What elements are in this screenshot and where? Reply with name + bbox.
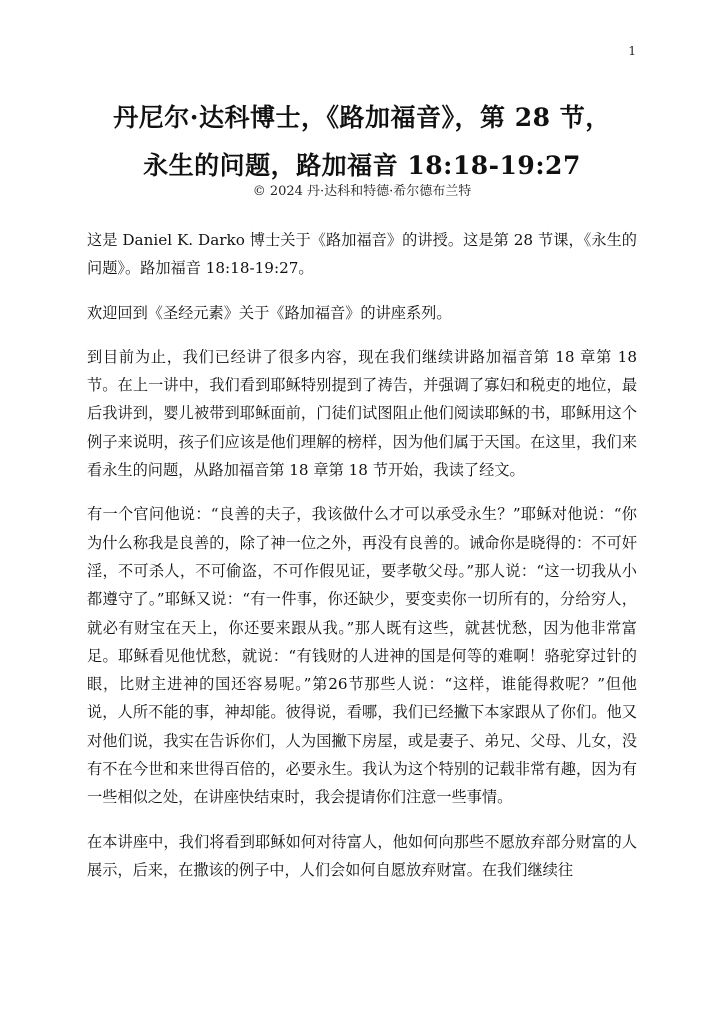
title-line-2: 永生的问题，路加福音 18:18-19:27 — [143, 151, 581, 180]
document-body — [87, 226, 637, 900]
paragraph-welcome: 欢迎回到《圣经元素》关于《路加福音》的讲座系列。 — [87, 303, 452, 322]
copyright-notice: © 2024 丹·达科和特德·希尔德布兰特 — [252, 184, 472, 199]
page-number: 1 — [628, 44, 636, 58]
paragraph-lecture-overview: 在本讲座中，我们将看到耶稣如何对待富人，他如何向那些不愿放弃部分财富的人展示，后来，在撒该的例子中，人们会如何自愿放弃财富。在我们继续往 — [87, 832, 637, 879]
paragraph-scripture: 有一个官问他说：“良善的夫子，我该做什么才可以承受永生？”耶稣对他说：“你为什么称我是良善的，除了神一位之外，再没有良善的。诫命你是晓得的：不可奸淫，不可杀人，不可偷盗，不可作假见证，要孝敬父母。”那人说：“这一切我从小都遵守了。”耶稣又说：“有一件事，你还缺少，要变卖你一切所有的，分给穷人，就必有财宝在天上，你还要来跟从我。”那人既有这些，就甚忧愁，因为他非常富足。耶稣看见他忧愁，就说：“有钱财的人进神的国是何等的难啊！骆驼穿过针的眼，比财主进神的国还容易呢。”第26节那些人说：“这样，谁能得救呢？”但他说，人所不能的事，神却能。彼得说，看哪，我们已经撇下本家跟从了你们。他又对他们说，我实在告诉你们，人为国撇下房屋，或是妻子、弟兄、父母、儿女，没有不在今世和来世得百倍的，必要永生。我认为这个特别的记载非常有趣，因为有一些相似之处，在讲座快结束时，我会提请你们注意一些事情。 — [87, 505, 637, 807]
title-line-1: 丹尼尔·达科博士，《路加福音》，第 28 节， — [113, 103, 611, 132]
document-title — [60, 94, 664, 190]
paragraph-recap: 到目前为止，我们已经讲了很多内容，现在我们继续讲路加福音第 18 章第 18 节。在上一讲中，我们看到耶稣特别提到了祷告，并强调了寡妇和税吏的地位，最后我讲到，婴儿被带到耶稣面前，门徒们试图阻止他们阅读耶稣的书，耶稣用这个例子来说明，孩子们应该是他们理解的榜样，因为他们属于天国。在这里，我们来看永生的问题，从路加福音第 18 章第 18 节开始，我读了经文。 — [87, 347, 637, 480]
paragraph-intro: 这是 Daniel K. Darko 博士关于《路加福音》的讲授。这是第 28 节课，《永生的问题》。路加福音 18:18-19:27。 — [87, 231, 637, 278]
